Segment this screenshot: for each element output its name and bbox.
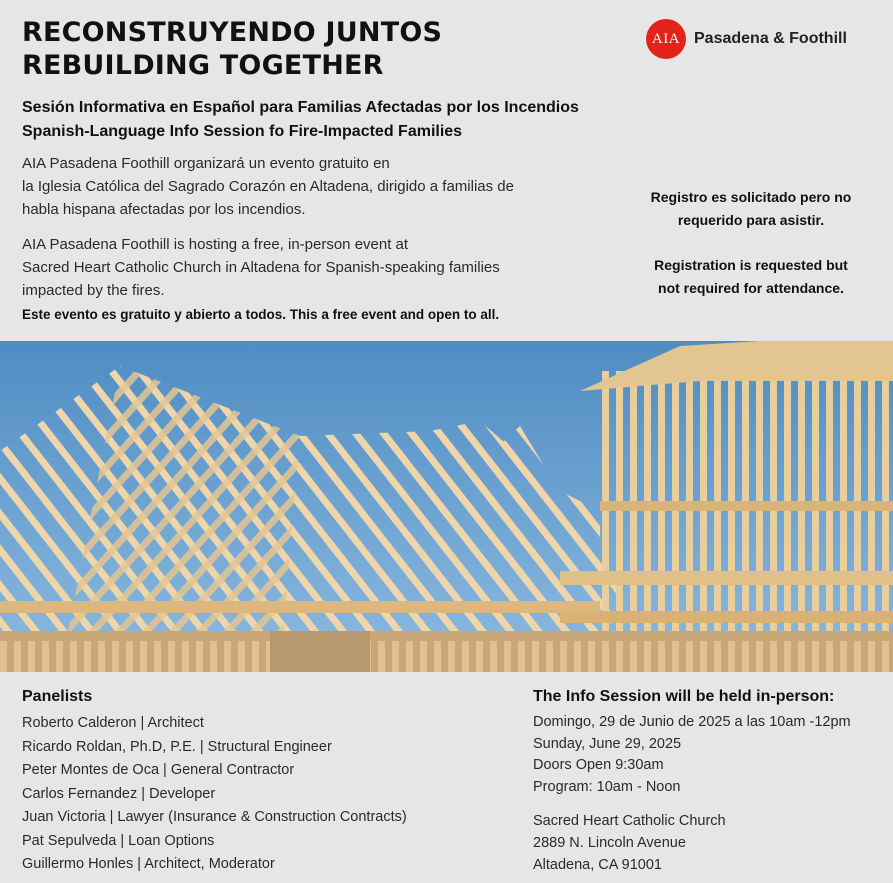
house-framing-photo (0, 341, 893, 672)
intro-en-line: Sacred Heart Catholic Church in Altadena for Spanish-speaking families (22, 259, 500, 276)
panelists-list (22, 712, 407, 877)
title-spanish: RECONSTRUYENDO JUNTOS (22, 17, 443, 48)
event-subtitle (22, 96, 579, 144)
intro-en-line: impacted by the fires. (22, 282, 165, 299)
panelist-item: Roberto Calderon | Architect (22, 715, 204, 731)
panelist-item: Juan Victoria | Lawyer (Insurance & Construction Contracts) (22, 809, 407, 825)
intro-spanish (22, 152, 582, 221)
aia-logo-mark: AIA (646, 19, 686, 59)
registration-note (630, 186, 872, 300)
session-address (533, 810, 726, 876)
event-title (22, 16, 442, 82)
intro-english (22, 233, 582, 302)
intro-en-line: AIA Pasadena Foothill is hosting a free, in-person event at (22, 236, 409, 253)
intro-es-line: la Iglesia Católica del Sagrado Corazón en Altadena, dirigido a familias de (22, 178, 514, 195)
panelist-item: Carlos Fernandez | Developer (22, 785, 216, 802)
registration-es-line: requerido para asistir. (677, 212, 825, 228)
session-date-es: Domingo, 29 de Junio de 2025 a las 10am -12pm (533, 714, 851, 730)
session-date-en: Sunday, June 29, 2025 (533, 735, 682, 752)
subtitle-english: Spanish-Language Info Session fo Fire-Impacted Families (22, 123, 463, 140)
session-heading: The Info Session will be held in-person: (533, 688, 835, 705)
venue-street: 2889 N. Lincoln Avenue (533, 835, 686, 851)
aia-logo (646, 19, 847, 59)
venue-name: Sacred Heart Catholic Church (533, 813, 726, 829)
panelist-item: Ricardo Roldan, Ph.D, P.E. | Structural Engineer (22, 738, 332, 755)
registration-es-line: Registro es solicitado pero no (650, 189, 852, 205)
intro-es-line: AIA Pasadena Foothill organizará un evento gratuito en (22, 155, 390, 172)
session-doors: Doors Open 9:30am (533, 757, 664, 773)
session-schedule (533, 712, 851, 798)
registration-en-line: not required for attendance. (658, 280, 844, 296)
panelists-heading: Panelists (22, 688, 93, 705)
aia-logo-name: Pasadena & Foothill (694, 30, 847, 47)
session-program: Program: 10am - Noon (533, 778, 681, 795)
subtitle-spanish: Sesión Informativa en Español para Familias Afectadas por los Incendios (22, 99, 579, 116)
venue-city: Altadena, CA 91001 (533, 857, 662, 873)
intro-es-line: habla hispana afectadas por los incendios. (22, 201, 306, 218)
framing-illustration (0, 341, 893, 672)
panelist-item: Guillermo Honles | Architect, Moderator (22, 856, 275, 872)
registration-en-line: Registration is requested but (654, 257, 848, 273)
panelist-item: Peter Montes de Oca | General Contractor (22, 762, 295, 778)
panelist-item: Pat Sepulveda | Loan Options (22, 832, 215, 849)
title-english: REBUILDING TOGETHER (22, 50, 384, 81)
free-event-notice: Este evento es gratuito y abierto a todos. This a free event and open to all. (22, 307, 500, 322)
